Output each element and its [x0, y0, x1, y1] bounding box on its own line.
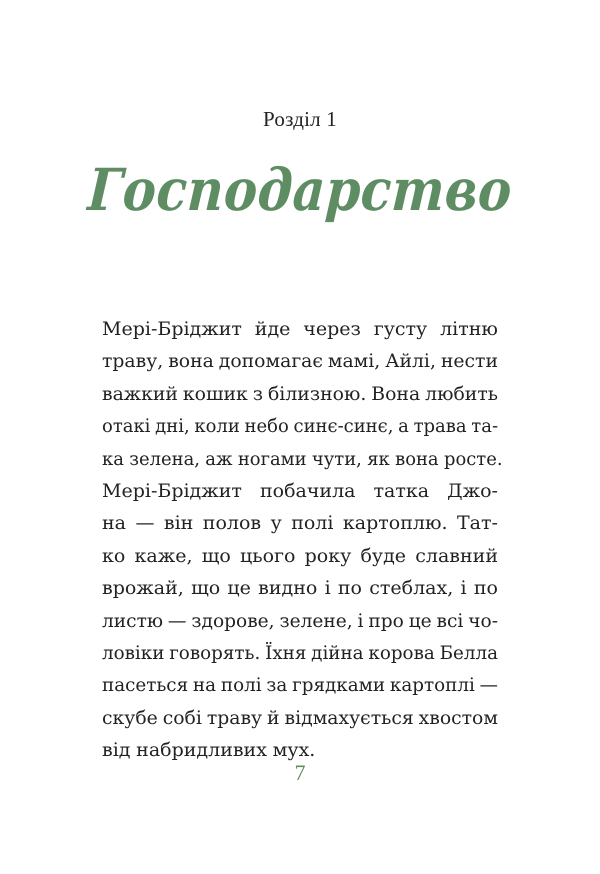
text-line: пасеться на полі за грядками картоплі —: [102, 674, 498, 697]
text-line: скубе собі траву й відмахується хвостом: [102, 706, 499, 729]
chapter-title: Господарство: [86, 156, 514, 224]
text-line: Мері-Бріджит йде через густу літню: [102, 318, 498, 340]
text-line: ка зелена, аж ногами чути, як вона росте.: [102, 447, 503, 470]
chapter-label: Розділ 1: [263, 107, 337, 131]
text-line: важкий кошик з білизною. Вона любить: [102, 382, 498, 405]
text-line: ко каже, що цього року буде славний: [102, 544, 498, 567]
text-line: на — він полов у полі картоплю. Тат-: [102, 512, 498, 535]
body-text: [102, 313, 503, 766]
text-line: Мері-Бріджит побачила татка Джо-: [102, 479, 498, 502]
text-line: ловіки говорять. Їхня дійна корова Белла: [102, 641, 499, 664]
page-number: 7: [294, 760, 306, 785]
text-line: отакі дні, коли небо синє-синє, а трава та-: [102, 415, 499, 438]
text-line: траву, вона допомагає мамі, Айлі, нести: [102, 350, 498, 373]
text-line: листю — здорове, зелене, і про це всі чо-: [102, 609, 498, 632]
text-line: врожай, що це видно і по стеблах, і по: [102, 577, 498, 600]
text-line: від набридливих мух.: [102, 739, 316, 762]
